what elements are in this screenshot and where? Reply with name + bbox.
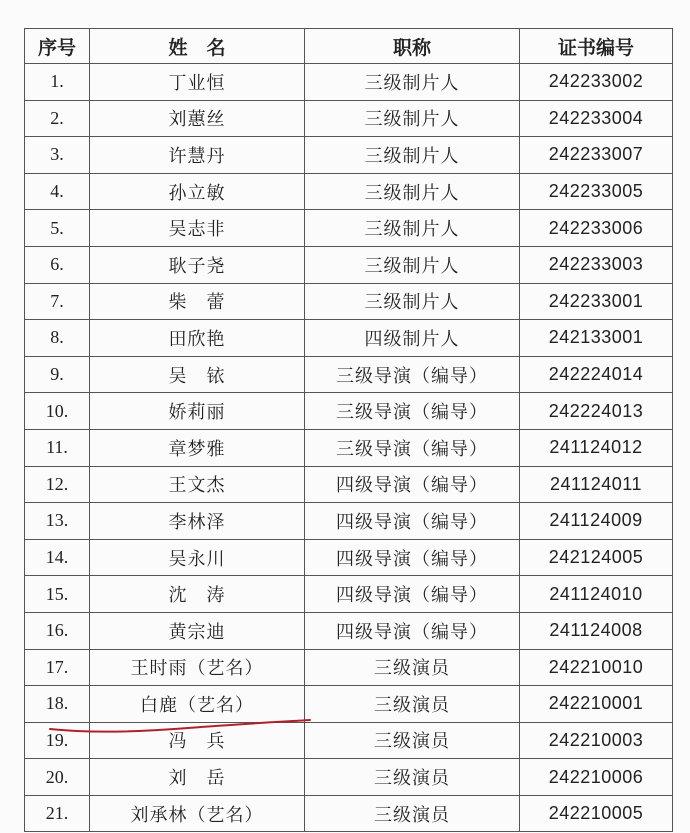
cell-name: 冯 兵 xyxy=(90,722,305,759)
table-row xyxy=(25,320,673,357)
cell-name: 李林泽 xyxy=(90,503,305,540)
cell-certificate-number: 242210003 xyxy=(520,722,673,759)
cell-professional-title: 三级制片人 xyxy=(305,283,520,320)
cell-certificate-number: 241124009 xyxy=(520,503,673,540)
cell-serial-number: 20. xyxy=(25,759,90,796)
cell-serial-number: 1. xyxy=(25,64,90,101)
table-row xyxy=(25,429,673,466)
header-professional-title: 职称 xyxy=(305,29,520,64)
table-row xyxy=(25,612,673,649)
table-row xyxy=(25,393,673,430)
cell-certificate-number: 242233007 xyxy=(520,137,673,174)
cell-serial-number: 2. xyxy=(25,100,90,137)
cell-name: 刘承林（艺名） xyxy=(90,795,305,832)
cell-serial-number: 14. xyxy=(25,539,90,576)
cell-serial-number: 4. xyxy=(25,173,90,210)
cell-certificate-number: 242233005 xyxy=(520,173,673,210)
cell-professional-title: 三级导演（编导） xyxy=(305,429,520,466)
cell-professional-title: 四级导演（编导） xyxy=(305,466,520,503)
cell-certificate-number: 242210010 xyxy=(520,649,673,686)
cell-professional-title: 四级导演（编导） xyxy=(305,503,520,540)
table-row xyxy=(25,539,673,576)
table-row xyxy=(25,100,673,137)
cell-name: 黄宗迪 xyxy=(90,612,305,649)
cell-serial-number: 13. xyxy=(25,503,90,540)
cell-serial-number: 7. xyxy=(25,283,90,320)
table-row xyxy=(25,686,673,723)
cell-professional-title: 三级导演（编导） xyxy=(305,393,520,430)
cell-serial-number: 11. xyxy=(25,429,90,466)
cell-certificate-number: 241124011 xyxy=(520,466,673,503)
cell-name: 丁业恒 xyxy=(90,64,305,101)
header-serial-number: 序号 xyxy=(25,29,90,64)
cell-professional-title: 三级制片人 xyxy=(305,100,520,137)
cell-certificate-number: 242210005 xyxy=(520,795,673,832)
table-row xyxy=(25,503,673,540)
cell-serial-number: 18. xyxy=(25,686,90,723)
table-header-row xyxy=(25,29,673,64)
cell-professional-title: 四级导演（编导） xyxy=(305,539,520,576)
cell-certificate-number: 242233002 xyxy=(520,64,673,101)
table-row xyxy=(25,466,673,503)
cell-professional-title: 三级制片人 xyxy=(305,64,520,101)
table-row xyxy=(25,356,673,393)
cell-certificate-number: 242224014 xyxy=(520,356,673,393)
cell-name: 吴永川 xyxy=(90,539,305,576)
cell-certificate-number: 242233001 xyxy=(520,283,673,320)
cell-serial-number: 17. xyxy=(25,649,90,686)
table-row xyxy=(25,649,673,686)
cell-name: 王时雨（艺名） xyxy=(90,649,305,686)
cell-professional-title: 三级制片人 xyxy=(305,137,520,174)
cell-name: 田欣艳 xyxy=(90,320,305,357)
cell-name: 孙立敏 xyxy=(90,173,305,210)
cell-professional-title: 三级导演（编导） xyxy=(305,356,520,393)
cell-serial-number: 10. xyxy=(25,393,90,430)
cell-certificate-number: 242210001 xyxy=(520,686,673,723)
table-body xyxy=(25,64,673,832)
table-row xyxy=(25,210,673,247)
cell-name: 章梦雅 xyxy=(90,429,305,466)
cell-name: 柴 蕾 xyxy=(90,283,305,320)
cell-serial-number: 3. xyxy=(25,137,90,174)
cell-professional-title: 三级演员 xyxy=(305,759,520,796)
cell-professional-title: 四级导演（编导） xyxy=(305,576,520,613)
table-row xyxy=(25,137,673,174)
table-row xyxy=(25,283,673,320)
table-row xyxy=(25,722,673,759)
cell-professional-title: 三级制片人 xyxy=(305,210,520,247)
cell-professional-title: 四级制片人 xyxy=(305,320,520,357)
cell-name: 吴志非 xyxy=(90,210,305,247)
cell-professional-title: 三级制片人 xyxy=(305,246,520,283)
cell-name: 沈 涛 xyxy=(90,576,305,613)
header-certificate-number: 证书编号 xyxy=(520,29,673,64)
cell-name: 王文杰 xyxy=(90,466,305,503)
cell-serial-number: 9. xyxy=(25,356,90,393)
header-name: 姓 名 xyxy=(90,29,305,64)
cell-professional-title: 三级演员 xyxy=(305,649,520,686)
cell-serial-number: 8. xyxy=(25,320,90,357)
cell-name: 许慧丹 xyxy=(90,137,305,174)
cell-professional-title: 三级演员 xyxy=(305,795,520,832)
cell-professional-title: 三级演员 xyxy=(305,722,520,759)
cell-serial-number: 16. xyxy=(25,612,90,649)
cell-certificate-number: 242224013 xyxy=(520,393,673,430)
cell-serial-number: 21. xyxy=(25,795,90,832)
cell-name: 吴 铱 xyxy=(90,356,305,393)
cell-professional-title: 四级导演（编导） xyxy=(305,612,520,649)
cell-name: 刘 岳 xyxy=(90,759,305,796)
table-row xyxy=(25,173,673,210)
cell-certificate-number: 242210006 xyxy=(520,759,673,796)
table-row xyxy=(25,64,673,101)
cell-certificate-number: 241124010 xyxy=(520,576,673,613)
certificate-table xyxy=(24,28,673,832)
cell-certificate-number: 242233004 xyxy=(520,100,673,137)
cell-professional-title: 三级制片人 xyxy=(305,173,520,210)
cell-certificate-number: 242233006 xyxy=(520,210,673,247)
cell-serial-number: 15. xyxy=(25,576,90,613)
table-row xyxy=(25,759,673,796)
cell-name: 耿子尧 xyxy=(90,246,305,283)
cell-certificate-number: 242233003 xyxy=(520,246,673,283)
cell-name: 刘蕙丝 xyxy=(90,100,305,137)
cell-serial-number: 19. xyxy=(25,722,90,759)
cell-certificate-number: 241124012 xyxy=(520,429,673,466)
cell-professional-title: 三级演员 xyxy=(305,686,520,723)
cell-serial-number: 6. xyxy=(25,246,90,283)
cell-name: 娇莉丽 xyxy=(90,393,305,430)
table-row xyxy=(25,795,673,832)
table-row xyxy=(25,576,673,613)
cell-serial-number: 12. xyxy=(25,466,90,503)
table-row xyxy=(25,246,673,283)
cell-certificate-number: 242124005 xyxy=(520,539,673,576)
cell-certificate-number: 242133001 xyxy=(520,320,673,357)
cell-name: 白鹿（艺名） xyxy=(90,686,305,723)
cell-serial-number: 5. xyxy=(25,210,90,247)
cell-certificate-number: 241124008 xyxy=(520,612,673,649)
